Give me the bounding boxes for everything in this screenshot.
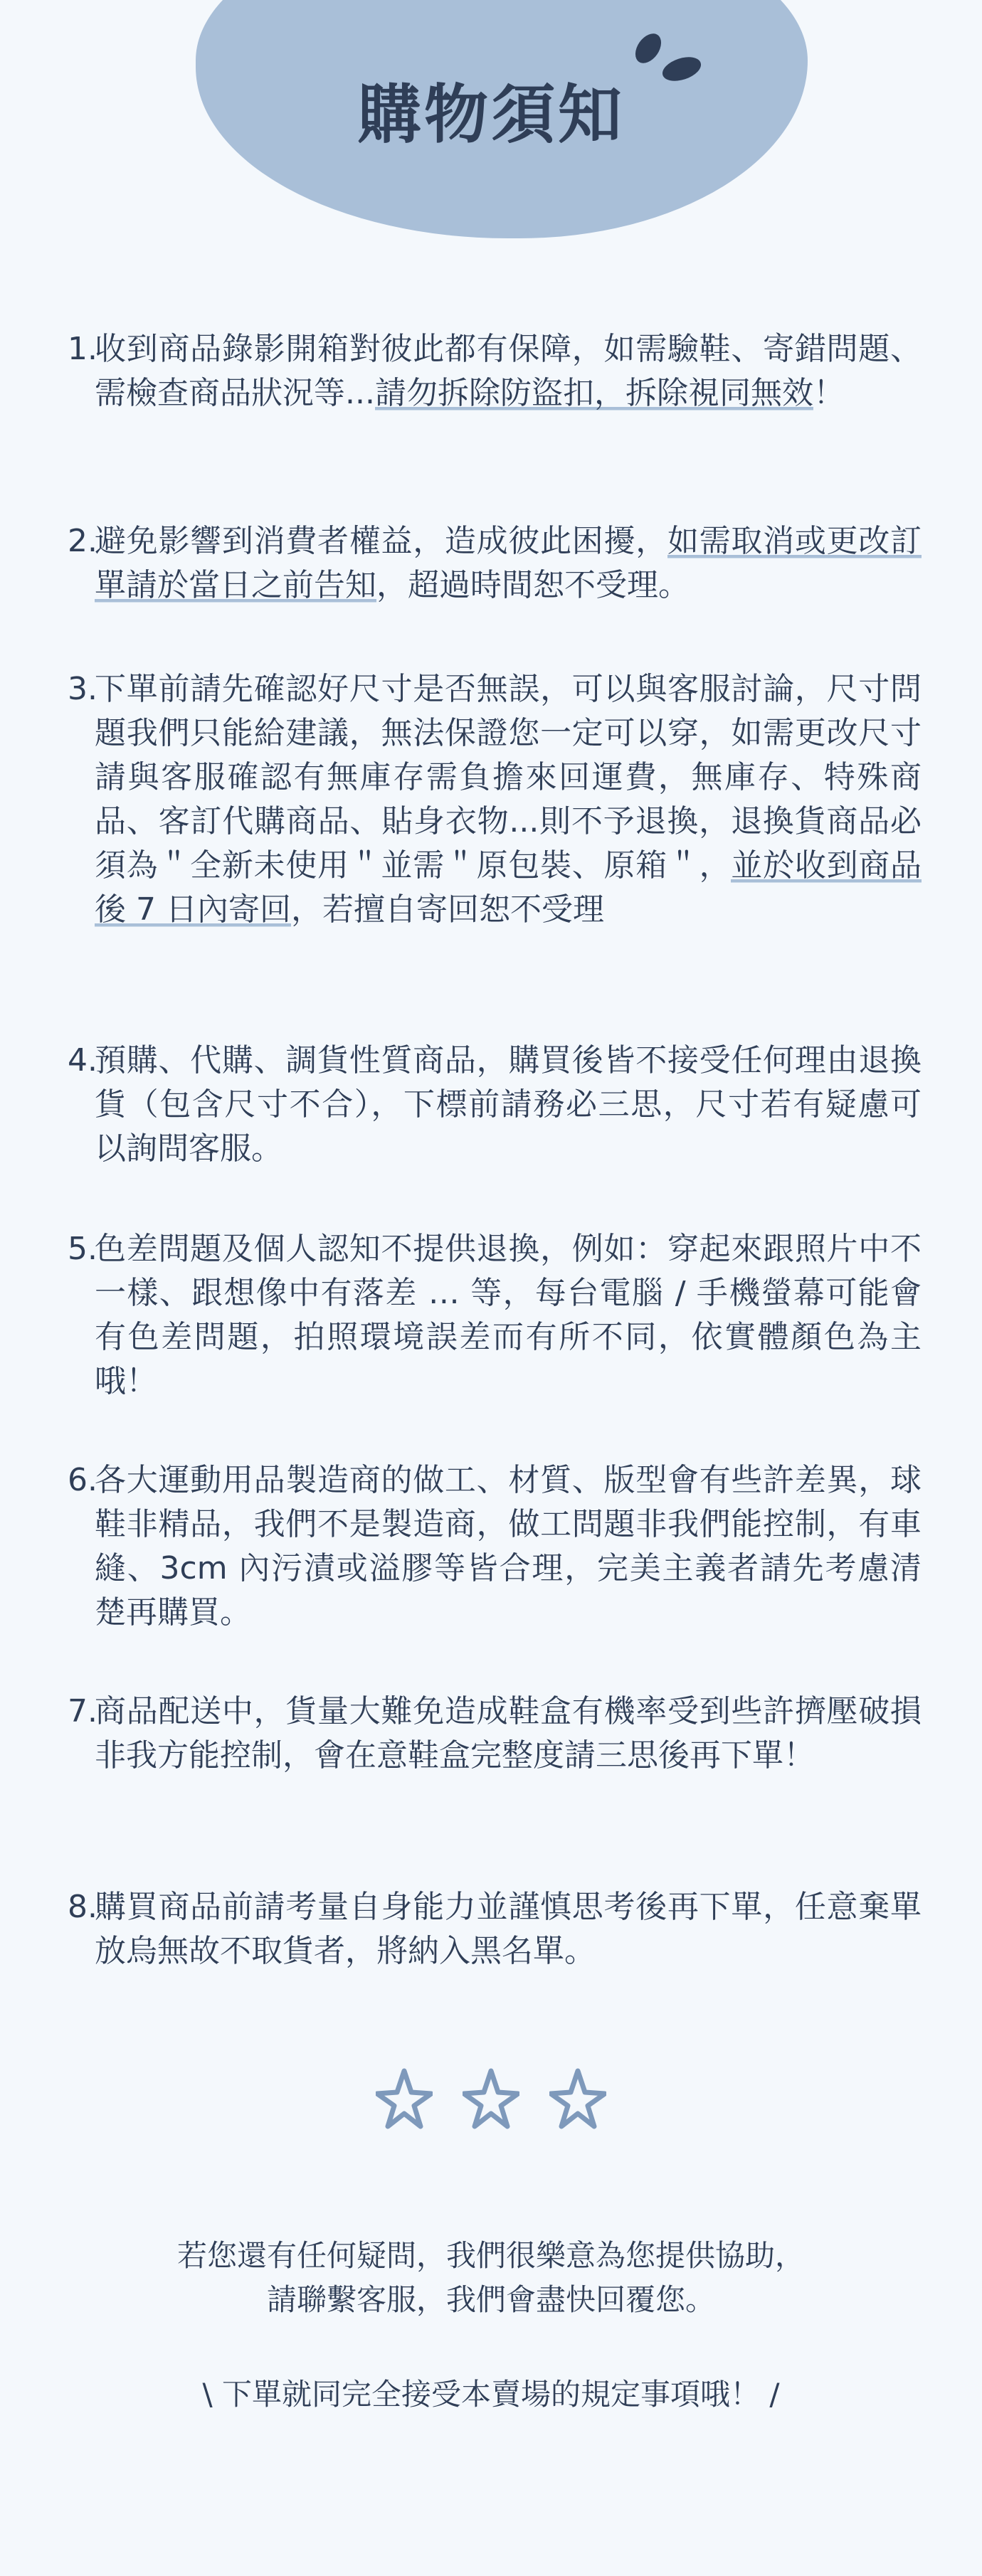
rule-text-part: 收到商品錄影開箱對彼此都有保障，如需驗鞋、寄錯問題、需檢查商品狀況等... [95, 331, 922, 411]
rule-highlight: 如需取消或更改訂單請於當日之前告知 [95, 523, 922, 603]
rule-text [95, 1227, 922, 1404]
star-icon [549, 2067, 606, 2129]
rule-item-5 [68, 1227, 922, 1404]
rule-item-3 [68, 667, 922, 932]
rule-number: 8. [68, 1889, 97, 1925]
rule-text [95, 1458, 922, 1635]
rule-text-part: ！ [813, 375, 845, 411]
closing-line: 請聯繫客服，我們會盡快回覆您。 [266, 2282, 715, 2317]
star-row [0, 2067, 982, 2129]
rule-item-7 [68, 1690, 922, 1778]
rule-number: 6. [68, 1462, 97, 1498]
agreement-note: \ 下單就同完全接受本賣場的規定事項哦！ / [202, 2377, 780, 2412]
star-icon [463, 2067, 519, 2129]
rule-text-part: 色差問題及個人認知不提供退換，例如：穿起來跟照片中不一樣、跟想像中有落差 … 等，每台電腦 / 手機螢幕可能會有色差問題，拍照環境誤差而有所不同，依實體顏色為主哦！ [95, 1231, 922, 1399]
closing-message [0, 2234, 982, 2322]
rule-number: 7. [68, 1693, 97, 1729]
rule-text-part: 商品配送中，貨量大難免造成鞋盒有機率受到些許擠壓破損非我方能控制，會在意鞋盒完整度請三思後再下單！ [95, 1693, 922, 1774]
rule-text-part: 下單前請先確認好尺寸是否無誤，可以與客服討論，尺寸問題我們只能給建議，無法保證您一定可以穿，如需更改尺寸請與客服確認有無庫存需負擔來回運費，無庫存、特殊商品、客訂代購商品、貼身衣物...則不予退換，退換貨商品必須為＂全新未使用＂並需＂原包裝、原箱＂， [95, 671, 922, 884]
closing-line: 若您還有任何疑問，我們很樂意為您提供協助， [176, 2238, 805, 2273]
rule-number: 1. [68, 331, 97, 367]
rule-number: 2. [68, 523, 97, 559]
star-icon [376, 2067, 433, 2129]
rule-item-4 [68, 1039, 922, 1171]
rule-text [95, 1885, 922, 1973]
rule-text-part: ，若擅自寄回恕不受理 [290, 891, 604, 928]
rule-text-part: 各大運動用品製造商的做工、材質、版型會有些許差異，球鞋非精品，我們不是製造商，做工問題非我們能控制，有車縫、3cm 內污漬或溢膠等皆合理，完美主義者請先考慮清楚再購買。 [95, 1462, 922, 1631]
rule-item-8 [68, 1885, 922, 1973]
rule-number: 3. [68, 671, 97, 707]
rule-highlight: 並於收到商品後 7 日內寄回 [95, 847, 922, 928]
rule-text [95, 327, 922, 415]
rule-text-part: 購買商品前請考量自身能力並謹慎思考後再下單，任意棄單放烏無故不取貨者，將納入黑名單。 [95, 1889, 922, 1969]
rule-text [95, 1039, 922, 1171]
rule-text-part: 避免影響到消費者權益，造成彼此困擾， [95, 523, 667, 559]
rule-item-6 [68, 1458, 922, 1635]
rule-item-1 [68, 327, 922, 415]
page-title: 購物須知 [357, 78, 625, 152]
rule-number: 4. [68, 1042, 97, 1078]
rule-highlight: 請勿拆除防盜扣，拆除視同無效 [374, 375, 813, 411]
rule-number: 5. [68, 1231, 97, 1267]
rule-item-2 [68, 519, 922, 608]
rule-text-part: 預購、代購、調貨性質商品，購買後皆不接受任何理由退換貨（包含尺寸不合），下標前請務必三思，尺寸若有疑慮可以詢問客服。 [95, 1042, 922, 1167]
rule-text [95, 667, 922, 932]
rule-text [95, 1690, 922, 1778]
rule-text [95, 519, 922, 608]
rule-text-part: ，超過時間恕不受理。 [376, 567, 690, 603]
